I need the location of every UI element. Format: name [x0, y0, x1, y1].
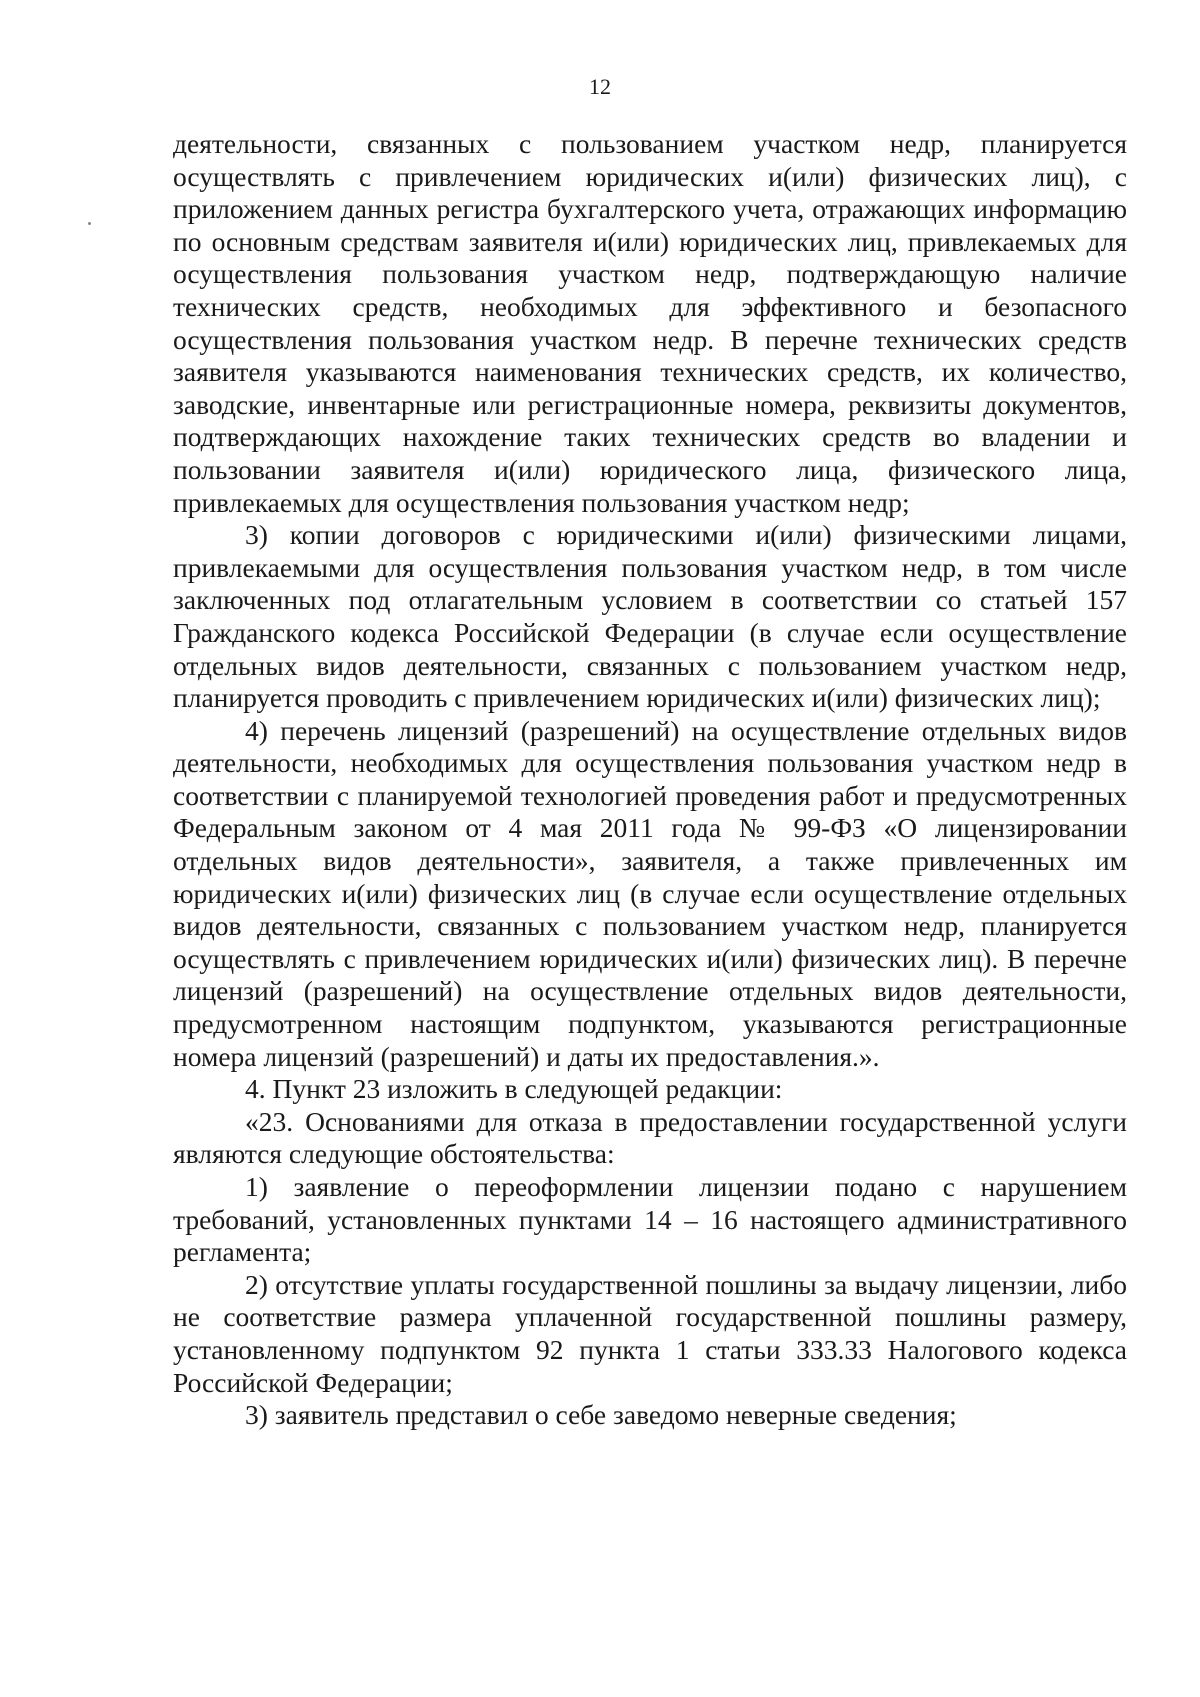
paragraph-continuation: деятельности, связанных с пользованием участком недр, планируется осуществлять с привлечением юридических и(или) физических лиц), с приложением данных регистра бухгалтерского учета, отражающих информацию по основным средствам заявителя и(или) юридических лиц, привлекаемых для осуществления пользования участком недр, подтверждающую наличие технических средств, необходимых для эффективного и безопасного осуществления пользования участком недр. В перечне технических средств заявителя указываются наименования технических средств, их количество, заводские, инвентарные или регистрационные номера, реквизиты документов, подтверждающих нахождение таких технических средств во владении и пользовании заявителя и(или) юридического лица, физического лица, привлекаемых для осуществления пользования участком недр;: [173, 128, 1127, 518]
document-body: [173, 128, 1127, 1432]
page-number: 12: [589, 74, 611, 99]
paragraph-item-3-contracts: 3) копии договоров с юридическими и(или) физическими лицами, привлекаемыми для осуществления пользования участком недр, в том числе заключенных под отлагательным условием в соответствии со статьей 157 Гражданского кодекса Российской Федерации (в случае если осуществление отдельных видов деятельности, связанных с пользованием участком недр, планируется проводить с привлечением юридических и(или) физических лиц);: [173, 519, 1127, 714]
paragraph-refusal-1: 1) заявление о переоформлении лицензии подано с нарушением требований, установленных пунктами 14 – 16 настоящего административного регламента;: [173, 1171, 1127, 1268]
paragraph-refusal-3: 3) заявитель представил о себе заведомо неверные сведения;: [245, 1399, 957, 1431]
paragraph-refusal-2: 2) отсутствие уплаты государственной пошлины за выдачу лицензии, либо не соответствие размера уплаченной государственной пошлины размеру, установленному подпунктом 92 пункта 1 статьи 333.33 Налогового кодекса Российской Федерации;: [173, 1268, 1127, 1398]
paragraph-point-23-intro: «23. Основаниями для отказа в предоставлении государственной услуги являются следующие обстоятельства:: [173, 1105, 1127, 1170]
paragraph-item-4-licenses: 4) перечень лицензий (разрешений) на осуществление отдельных видов деятельности, необходимых для осуществления пользования участком недр в соответствии с планируемой технологией проведения работ и предусмотренных Федеральным законом от 4 мая 2011 года № 99-ФЗ «О лицензировании отдельных видов деятельности», заявителя, а также привлеченных им юридических и(или) физических лиц (в случае если осуществление отдельных видов деятельности, связанных с пользованием участком недр, планируется осуществлять с привлечением юридических и(или) физических лиц). В перечне лицензий (разрешений) на осуществление отдельных видов деятельности, предусмотренном настоящим подпунктом, указываются регистрационные номера лицензий (разрешений) и даты их предоставления.».: [173, 714, 1127, 1072]
scan-speck: [88, 222, 91, 225]
paragraph-point-4-heading: 4. Пункт 23 изложить в следующей редакции:: [245, 1073, 783, 1105]
